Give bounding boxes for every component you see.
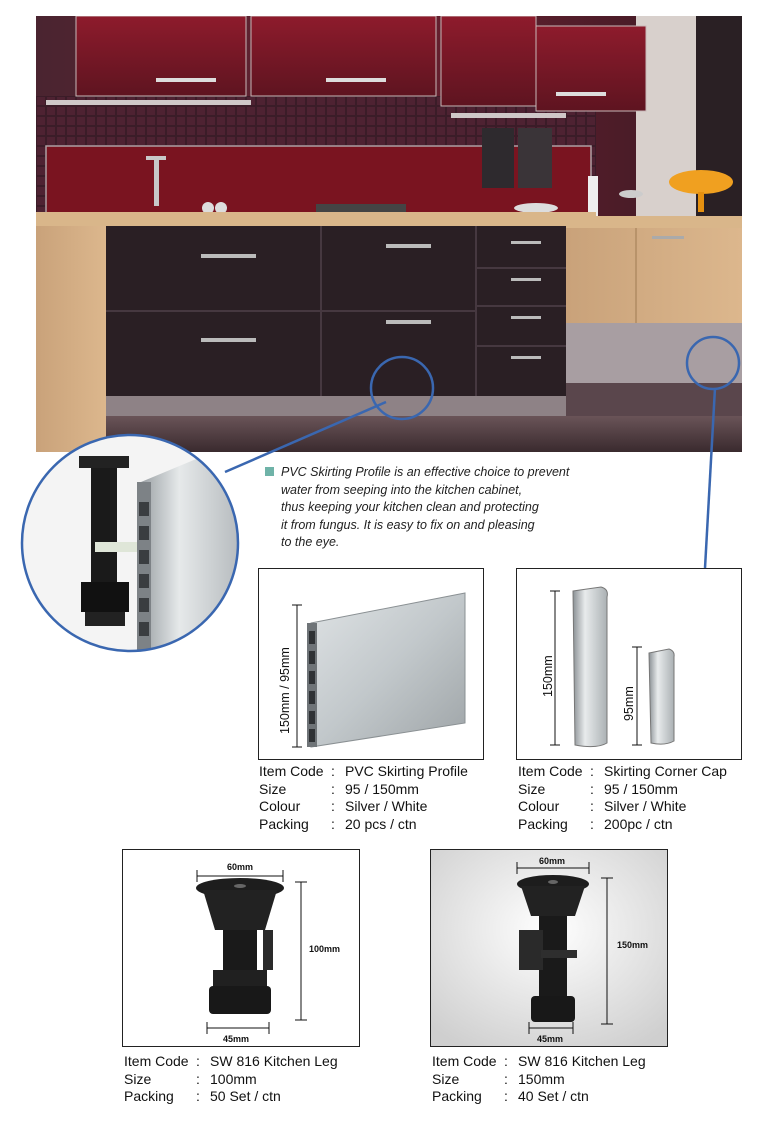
- intro-line-3: thus keeping your kitchen clean and protecting: [281, 500, 539, 514]
- spec-sep: :: [590, 798, 594, 814]
- spec-row: [259, 781, 468, 799]
- spec-value: SW 816 Kitchen Leg: [518, 1053, 646, 1069]
- spec-key: Colour: [518, 798, 560, 814]
- spec-row: [432, 1071, 646, 1089]
- leg100-dim-side: 100mm: [309, 944, 341, 954]
- spec-key: Size: [518, 780, 546, 797]
- bullet-icon: [265, 467, 274, 476]
- product-image-skirting-profile: [258, 568, 484, 760]
- spec-sep: :: [504, 1053, 508, 1069]
- spec-row: [124, 1088, 338, 1106]
- product-image-corner-cap: [516, 568, 742, 760]
- spec-key: Packing: [124, 1088, 174, 1104]
- spec-value: 100mm: [210, 1070, 257, 1087]
- spec-value: 40 Set / ctn: [518, 1088, 589, 1104]
- cap-dim-short: 95mm: [622, 686, 636, 721]
- spec-sep: :: [331, 780, 335, 797]
- spec-row: [259, 816, 468, 834]
- spec-key: Item Code: [259, 763, 324, 779]
- spec-value: PVC Skirting Profile: [345, 763, 468, 779]
- spec-key: Packing: [518, 815, 568, 832]
- product-specs-corner-cap: [518, 763, 727, 833]
- spec-row: [259, 763, 468, 781]
- spec-row: [124, 1071, 338, 1089]
- spec-row: [432, 1053, 646, 1071]
- leg100-dim-bottom: 45mm: [223, 1034, 250, 1044]
- spec-sep: :: [331, 763, 335, 779]
- zoom-detail-circle: [19, 432, 241, 654]
- product-image-kitchen-leg-150: [430, 849, 668, 1047]
- cap-dim-tall: 150mm: [541, 655, 555, 697]
- spec-row: [259, 798, 468, 816]
- spec-value: SW 816 Kitchen Leg: [210, 1053, 338, 1069]
- product-specs-kitchen-leg-150: [432, 1053, 646, 1106]
- leg150-dim-top: 60mm: [539, 856, 566, 866]
- spec-sep: :: [590, 815, 594, 832]
- spec-sep: :: [590, 780, 594, 797]
- spec-key: Item Code: [432, 1053, 497, 1069]
- spec-sep: :: [504, 1070, 508, 1087]
- spec-row: [518, 763, 727, 781]
- spec-key: Item Code: [518, 763, 583, 779]
- spec-value: 50 Set / ctn: [210, 1088, 281, 1104]
- spec-key: Packing: [259, 815, 309, 832]
- product-specs-kitchen-leg-100: [124, 1053, 338, 1106]
- spec-key: Item Code: [124, 1053, 189, 1069]
- leg150-dim-side: 150mm: [617, 940, 649, 950]
- intro-line-1: PVC Skirting Profile is an effective choice to prevent: [281, 465, 570, 479]
- intro-line-5: to the eye.: [281, 535, 340, 549]
- spec-value: Skirting Corner Cap: [604, 763, 727, 779]
- spec-value: Silver / White: [345, 798, 428, 814]
- spec-value: 150mm: [518, 1070, 565, 1087]
- spec-sep: :: [504, 1088, 508, 1104]
- spec-key: Colour: [259, 798, 301, 814]
- spec-sep: :: [196, 1053, 200, 1069]
- spec-key: Size: [259, 780, 287, 797]
- spec-value: 200pc / ctn: [604, 815, 673, 832]
- spec-sep: :: [196, 1088, 200, 1104]
- spec-sep: :: [196, 1070, 200, 1087]
- leg100-dim-top: 60mm: [227, 862, 254, 872]
- spec-key: Size: [124, 1070, 152, 1087]
- spec-row: [518, 798, 727, 816]
- product-specs-skirting-profile: [259, 763, 468, 833]
- spec-row: [518, 816, 727, 834]
- profile-dim-label: 150mm / 95mm: [278, 647, 292, 734]
- spec-key: Packing: [432, 1088, 482, 1104]
- spec-row: [124, 1053, 338, 1071]
- product-image-kitchen-leg-100: [122, 849, 360, 1047]
- leg150-dim-bottom: 45mm: [537, 1034, 564, 1044]
- spec-sep: :: [331, 798, 335, 814]
- intro-line-4: it from fungus. It is easy to fix on and pleasing: [281, 517, 535, 532]
- intro-description: [265, 464, 625, 552]
- spec-row: [518, 781, 727, 799]
- spec-value: 95 / 150mm: [604, 780, 678, 797]
- spec-key: Size: [432, 1070, 460, 1087]
- spec-sep: :: [590, 763, 594, 779]
- spec-value: 95 / 150mm: [345, 780, 419, 797]
- spec-value: 20 pcs / ctn: [345, 815, 417, 832]
- intro-line-2: water from seeping into the kitchen cabinet,: [281, 482, 523, 497]
- spec-value: Silver / White: [604, 798, 687, 814]
- spec-row: [432, 1088, 646, 1106]
- spec-sep: :: [331, 815, 335, 832]
